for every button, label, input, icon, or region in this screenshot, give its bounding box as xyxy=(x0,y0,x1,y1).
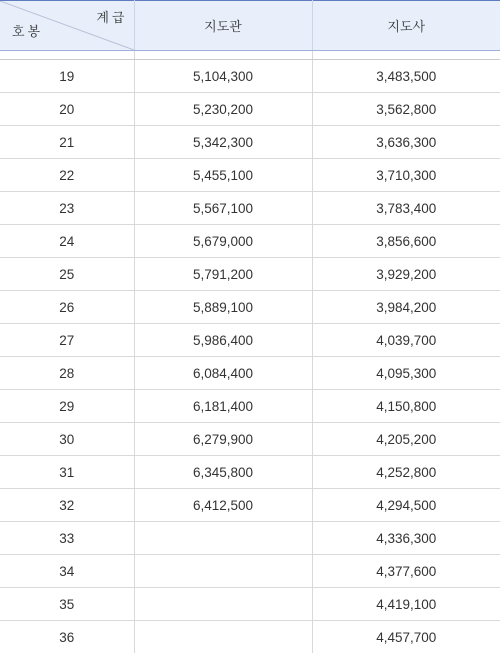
col-3-cell: 4,150,800 xyxy=(312,390,500,423)
step-cell: 21 xyxy=(0,126,134,159)
col-3-cell: 4,419,100 xyxy=(312,588,500,621)
col-3-cell: 4,205,200 xyxy=(312,423,500,456)
step-cell: 27 xyxy=(0,324,134,357)
table-row xyxy=(0,621,500,653)
col-3-cell: 3,710,300 xyxy=(312,159,500,192)
table-header xyxy=(0,1,500,51)
table-row xyxy=(0,456,500,489)
table-row xyxy=(0,489,500,522)
table-row xyxy=(0,357,500,390)
col-3-cell: 3,984,200 xyxy=(312,291,500,324)
col-2-cell xyxy=(134,588,312,621)
col-2-cell: 5,104,300 xyxy=(134,60,312,93)
col-2-cell: 6,412,500 xyxy=(134,489,312,522)
table-row xyxy=(0,291,500,324)
col-3-cell: 4,039,700 xyxy=(312,324,500,357)
col-2-cell: 5,889,100 xyxy=(134,291,312,324)
col-3-cell: 3,636,300 xyxy=(312,126,500,159)
step-cell: 30 xyxy=(0,423,134,456)
step-cell: 20 xyxy=(0,93,134,126)
col-2-cell: 5,230,200 xyxy=(134,93,312,126)
table-row xyxy=(0,555,500,588)
col-2-cell xyxy=(134,522,312,555)
col-3-cell: 4,336,300 xyxy=(312,522,500,555)
col-2-cell: 5,791,200 xyxy=(134,258,312,291)
header-col-2: 지도관 xyxy=(134,1,312,51)
col-3-cell: 3,929,200 xyxy=(312,258,500,291)
col-3-cell: 4,377,600 xyxy=(312,555,500,588)
col-2-cell: 6,345,800 xyxy=(134,456,312,489)
col-2-cell: 6,084,400 xyxy=(134,357,312,390)
step-cell: 35 xyxy=(0,588,134,621)
col-3-cell: 3,562,800 xyxy=(312,93,500,126)
step-cell: 24 xyxy=(0,225,134,258)
table-row xyxy=(0,522,500,555)
col-2-cell xyxy=(134,621,312,653)
gap-cell xyxy=(0,51,134,60)
table-body xyxy=(0,60,500,653)
table-row xyxy=(0,192,500,225)
col-3-cell: 3,783,400 xyxy=(312,192,500,225)
table-row xyxy=(0,423,500,456)
col-2-cell: 5,455,100 xyxy=(134,159,312,192)
header-grade-label: 계급 xyxy=(96,10,128,25)
table-row xyxy=(0,159,500,192)
col-2-cell: 5,567,100 xyxy=(134,192,312,225)
step-cell: 28 xyxy=(0,357,134,390)
table-row xyxy=(0,93,500,126)
table-row xyxy=(0,324,500,357)
header-step-label: 호봉 xyxy=(12,24,44,39)
col-3-cell: 3,856,600 xyxy=(312,225,500,258)
step-cell: 26 xyxy=(0,291,134,324)
gap-cell xyxy=(312,51,500,60)
col-3-cell: 4,095,300 xyxy=(312,357,500,390)
col-2-cell xyxy=(134,555,312,588)
step-cell: 36 xyxy=(0,621,134,653)
step-cell: 34 xyxy=(0,555,134,588)
table-row xyxy=(0,588,500,621)
step-cell: 32 xyxy=(0,489,134,522)
step-cell: 22 xyxy=(0,159,134,192)
col-2-cell: 5,986,400 xyxy=(134,324,312,357)
step-cell: 23 xyxy=(0,192,134,225)
table-row xyxy=(0,390,500,423)
step-cell: 29 xyxy=(0,390,134,423)
step-cell: 25 xyxy=(0,258,134,291)
table-row xyxy=(0,258,500,291)
step-cell: 19 xyxy=(0,60,134,93)
step-cell: 33 xyxy=(0,522,134,555)
table-row xyxy=(0,225,500,258)
col-3-cell: 4,457,700 xyxy=(312,621,500,653)
col-3-cell: 4,294,500 xyxy=(312,489,500,522)
header-corner-cell xyxy=(0,1,134,51)
gap-cell xyxy=(134,51,312,60)
table-row xyxy=(0,126,500,159)
col-3-cell: 3,483,500 xyxy=(312,60,500,93)
col-2-cell: 5,679,000 xyxy=(134,225,312,258)
col-2-cell: 5,342,300 xyxy=(134,126,312,159)
header-gap xyxy=(0,51,500,60)
step-cell: 31 xyxy=(0,456,134,489)
header-col-3: 지도사 xyxy=(312,1,500,51)
table-row xyxy=(0,60,500,93)
col-2-cell: 6,279,900 xyxy=(134,423,312,456)
col-2-cell: 6,181,400 xyxy=(134,390,312,423)
col-3-cell: 4,252,800 xyxy=(312,456,500,489)
